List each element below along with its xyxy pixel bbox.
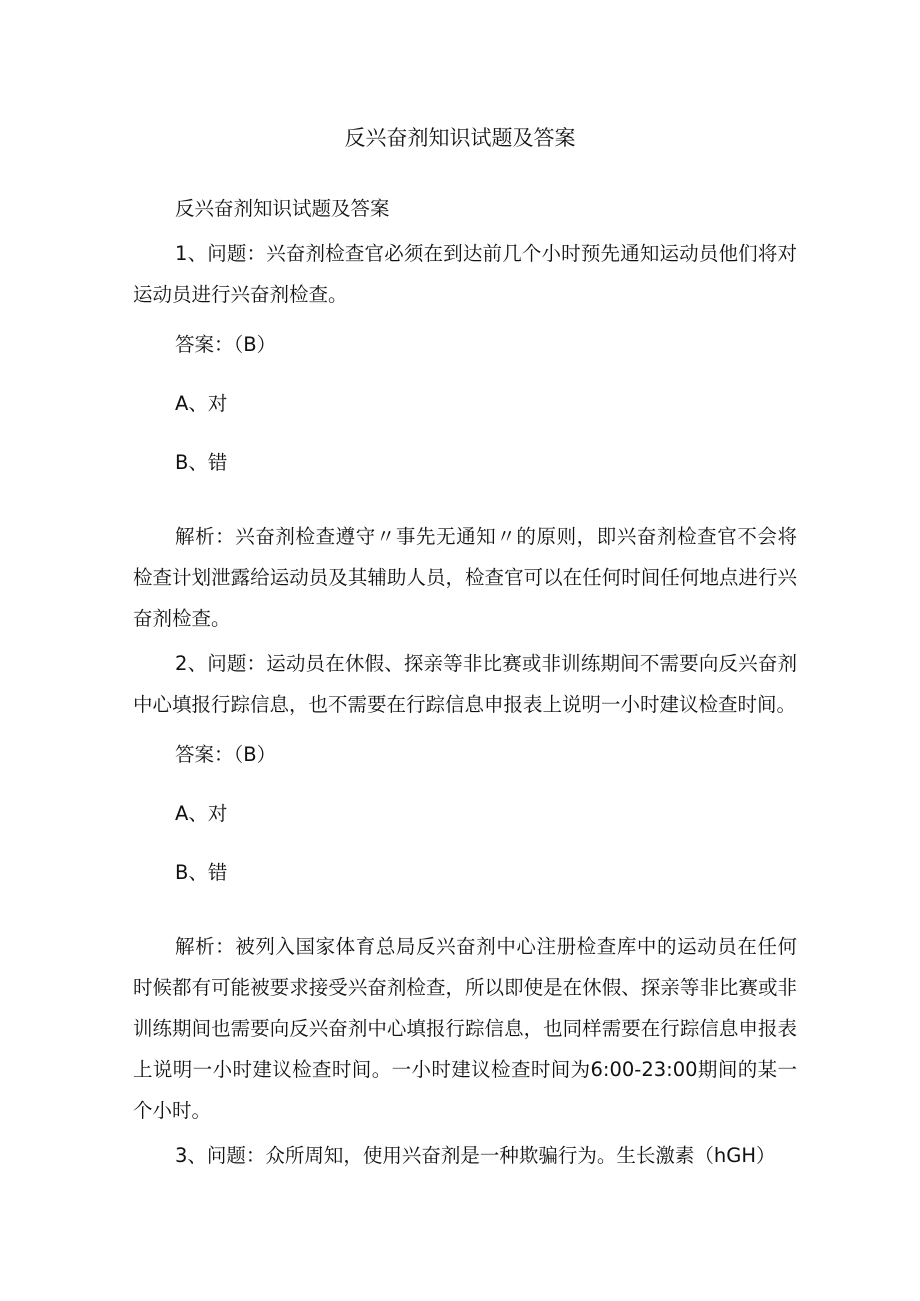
document-subtitle: 反兴奋剂知识试题及答案 xyxy=(175,197,390,220)
document-title: 反兴奋剂知识试题及答案 xyxy=(344,126,576,150)
document-body xyxy=(133,188,797,1176)
question-1-answer: 答案：（B） xyxy=(175,333,277,356)
question-2-option-b: B、错 xyxy=(175,861,228,884)
question-2-text: 2、问题：运动员在休假、探亲等非比赛或非训练期间不需要向反兴奋剂中心填报行踪信息，也不需要在行踪信息申报表上说明一小时建议检查时间。 xyxy=(133,652,797,716)
question-2-answer: 答案：（B） xyxy=(175,743,277,766)
question-1-option-b: B、错 xyxy=(175,451,228,474)
question-3-text: 3、问题：众所周知，使用兴奋剂是一种欺骗行为。生长激素（hGH） xyxy=(175,1144,776,1167)
question-2-analysis: 解析：被列入国家体育总局反兴奋剂中心注册检查库中的运动员在任何时候都有可能被要求接受兴奋剂检查，所以即使是在休假、探亲等非比赛或非训练期间也需要向反兴奋剂中心填报行踪信息，也同样需要在行踪信息申报表上说明一小时建议检查时间。一小时建议检查时间为6:00-23:00期间的某一个小时。 xyxy=(133,935,797,1122)
question-1-analysis: 解析：兴奋剂检查遵守〃事先无通知〃的原则，即兴奋剂检查官不会将检查计划泄露给运动员及其辅助人员，检查官可以在任何时间任何地点进行兴奋剂检查。 xyxy=(133,525,797,630)
question-1-option-a: A、对 xyxy=(175,392,228,415)
question-1-text: 1、问题：兴奋剂检查官必须在到达前几个小时预先通知运动员他们将对运动员进行兴奋剂检查。 xyxy=(133,242,797,306)
question-2-option-a: A、对 xyxy=(175,802,228,825)
